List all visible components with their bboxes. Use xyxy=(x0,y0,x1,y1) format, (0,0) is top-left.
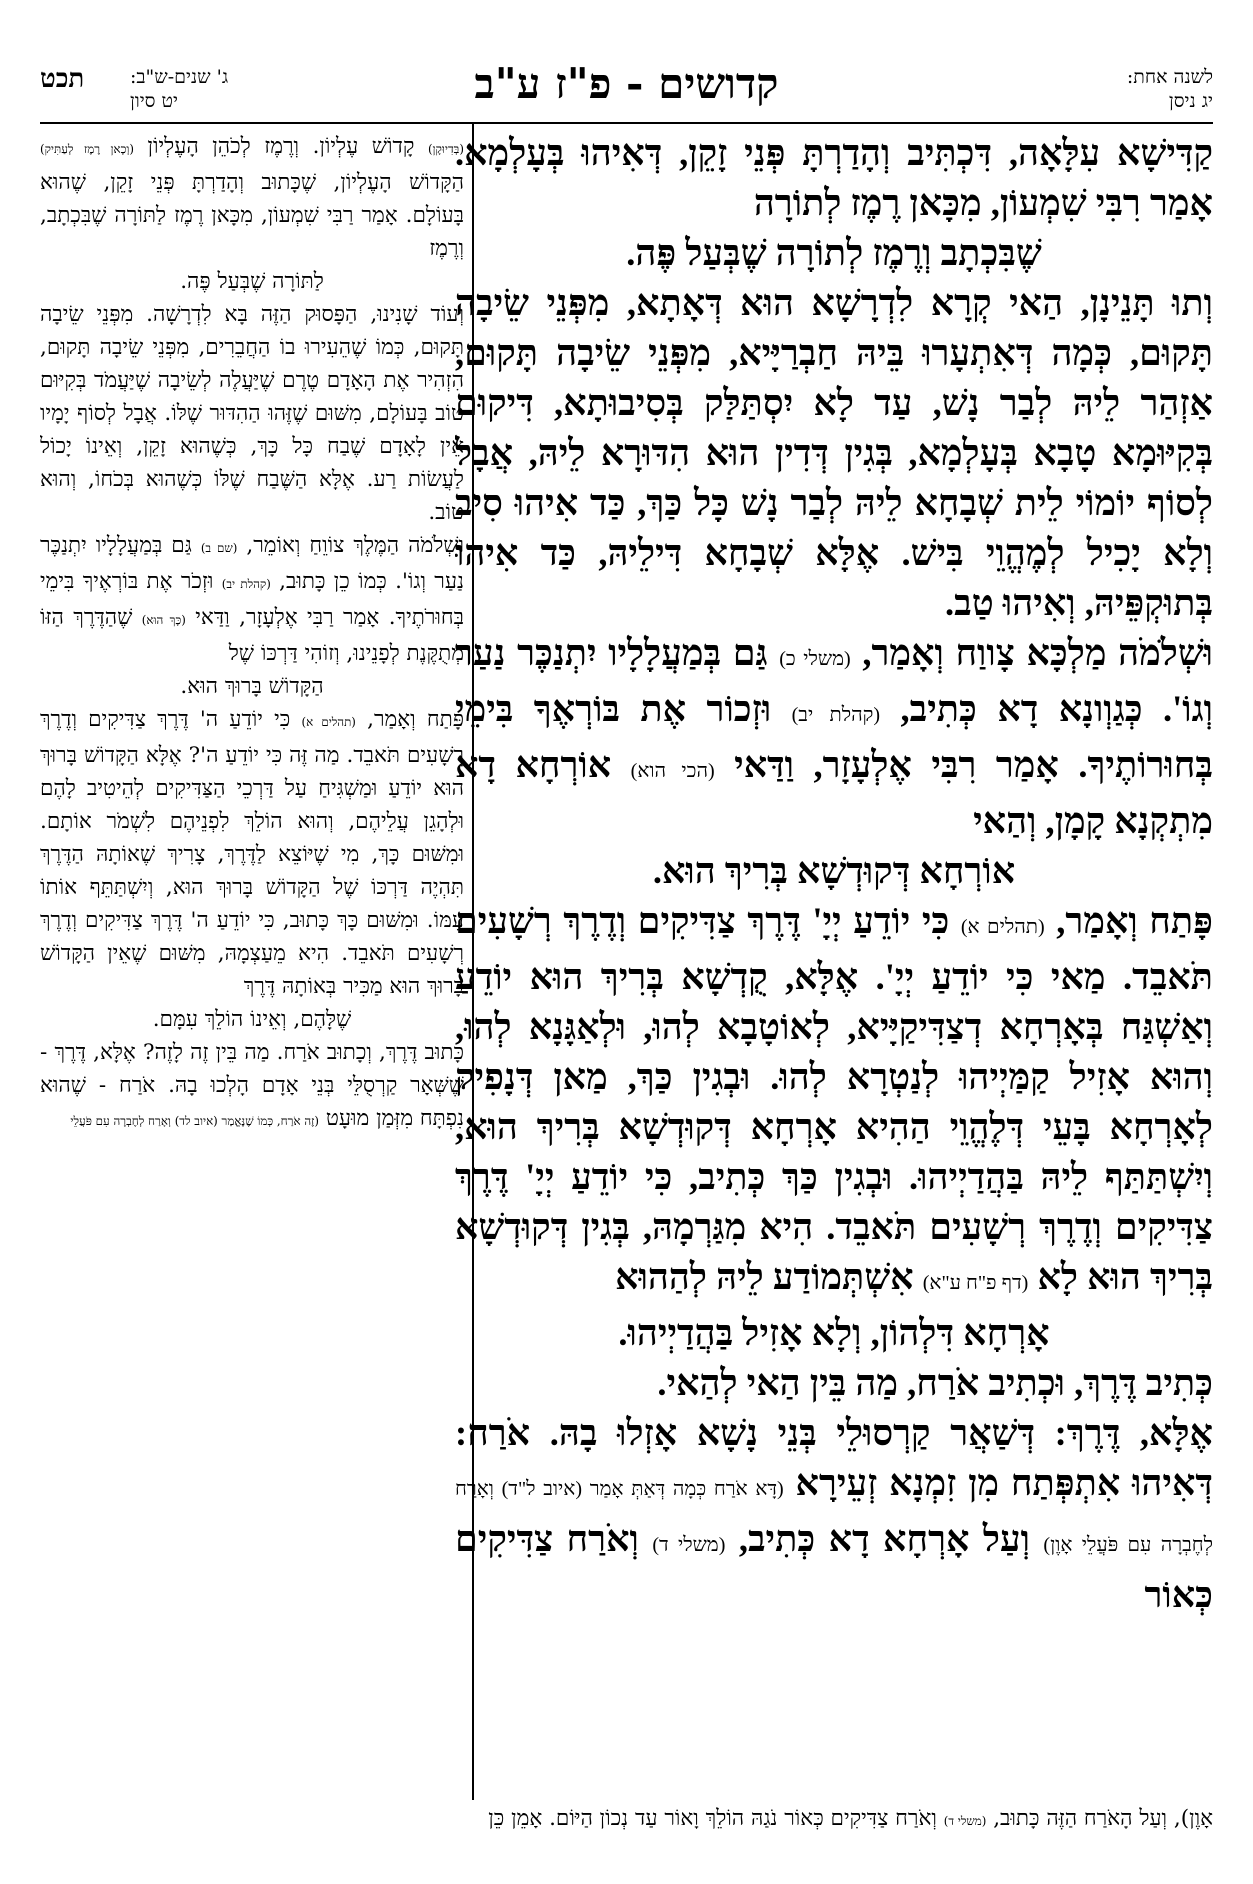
source-reference: (שם ב) xyxy=(200,541,238,555)
main-text-run: וְאֹרַח צַדִּיקִים כְּאוֹר xyxy=(455,1518,1213,1615)
main-paragraph xyxy=(455,1408,1213,1620)
header-rule xyxy=(40,122,1213,124)
commentary-run: קָדוֹשׁ עֶלְיוֹן. וְרֶמֶז לְכֹהֵן הָעֶלְיוֹן xyxy=(147,134,415,159)
commentary-paragraph: וְעוֹד שָׁנִינוּ, הַפָּסוּק הַזֶּה בָּא לִדְרָשָׁה. מִפְּנֵי שֵׂיבָה תָּקוּם, כְּמוֹ שֶׁהֵעִירוּ בוֹ הַחֲבֵרִים, מִפְּנֵי שֵׂיבָה תָּקוּם, הִזְהִיר אֶת הָאָדָם טֶרֶם שֶׁיַּעֲלֶה לְשֵׂיבָה שֶׁיַּעֲמֹד בְּקִיּוּם טוֹב בָּעוֹלָם, מִשּׁוּם שֶׁזֶּהוּ הַהִדּוּר שֶׁלּוֹ. אֲבָל לְסוֹף יָמָיו אֵין לָאָדָם שֶׁבַח כָּל כָּךְ, כְּשֶׁהוּא זָקֵן, וְאֵינוֹ יָכוֹל לַעֲשׂוֹת רַע. אֶלָּא הַשֶּׁבַח שֶׁלּוֹ כְּשֶׁהוּא בְּכֹחוֹ, וְהוּא טוֹב. xyxy=(40,302,464,525)
main-paragraph xyxy=(455,128,1213,228)
commentary-paragraph-end: הַקָּדוֹשׁ בָּרוּךְ הוּא. xyxy=(180,674,324,699)
commentary-column xyxy=(40,130,464,1800)
source-reference: (הכי הוא) xyxy=(630,760,715,782)
source-reference: (זֶה אֹרַח, כְּמוֹ שֶׁנֶּאֱמַר (איוב לד) וְאָרַח לְחֶבְרָה עִם פֹּעֲלֵי xyxy=(70,1114,320,1128)
source-reference: (משלי ד) xyxy=(652,1534,726,1556)
commentary-run: הַקָּדוֹשׁ הָעֶלְיוֹן, שֶׁכָּתוּב וְהָדַרְתָּ פְּנֵי זָקֵן, שֶׁהוּא בָּעוֹלָם. אָמַר רַבִּי שִׁמְעוֹן, מִכָּאן רֶמֶז לַתּוֹרָה שֶׁבִּכְתָב, וְרֶמֶז xyxy=(40,170,464,261)
main-text-column xyxy=(455,128,1213,1800)
commentary-run: גַּם בְּמַעֲלָלָיו יִתְנַכֶּר נַעַר וְגוֹ'. כְּמוֹ כֵן כָּתוּב, xyxy=(40,533,464,594)
source-reference: (דָּא אֹרַח כְּמָה דְּאַתְּ אָמַר (איוב ל"ד) וְאָרַח לְחֶבְרָה עִם פֹּעֲלֵי אָוֶן) xyxy=(455,1478,1213,1556)
main-text-run: קַדִּישָׁא עִלָּאָה, דִּכְתִּיב וְהָדַרְתָּ פְּנֵי זָקֵן, דְּאִיהוּ בְּעָלְמָא. אָמַר רִבִּי שִׁמְעוֹן, מִכָּאן רֶמֶז לְתוֹרָה xyxy=(455,132,1213,223)
source-reference: (בְּדִיוּקָן) xyxy=(427,142,464,156)
one-year-schedule-label: לשנה אחת: xyxy=(1126,66,1213,88)
commentary-run: אָוֶן), וְעַל הָאֹרַח הַזֶּה כָּתוּב, xyxy=(993,1806,1213,1831)
footer-continuation-line xyxy=(40,1802,1213,1838)
main-text-run: וּשְׁלֹמֹה מַלְכָּא צָווַח וְאָמַר, xyxy=(862,632,1213,673)
commentary-run: וְאֹרַח צַדִּיקִים כְּאוֹר נֹגַהּ הוֹלֵךְ וָאוֹר עַד נְכוֹן הַיּוֹם. אָמֵן כֵּן xyxy=(488,1806,937,1831)
commentary-paragraph-end: לַתּוֹרָה שֶׁבְּעַל פֶּה. xyxy=(180,269,324,294)
main-text-run: גַּם בְּמַעֲלָלָיו יִתְנַכֶּר נַעַר וְגוֹ'. כְּגַוְונָא דָא כְּתִיב, xyxy=(455,632,1213,729)
source-reference: (תהלים א) xyxy=(301,715,356,729)
source-reference: (דף פ"ח ע"א) xyxy=(922,1272,1029,1294)
commentary-run: וּזְכֹר אֶת בּוֹרְאֶיךָ בִּימֵי בְּחוּרֹתֶיךָ. אָמַר רַבִּי אֶלְעָזָר, וַדַּאי xyxy=(40,569,464,630)
main-paragraph: כְּתִיב דֶּרֶךְ, וּכְתִיב אֹרַח, מַה בֵּין הַאי לְהַאי. xyxy=(657,1362,1213,1403)
commentary-paragraph xyxy=(40,130,464,265)
commentary-run: פָּתַח וְאָמַר, xyxy=(367,707,464,732)
main-paragraph-end: אָרְחָא דִּלְהוֹן, וְלָא אָזִיל בַּהֲדַיְיהוּ. xyxy=(618,1312,1050,1353)
commentary-paragraph xyxy=(40,1036,464,1138)
commentary-paragraph xyxy=(40,703,464,1003)
three-year-schedule-label: ג' שנים-ש"ב: xyxy=(130,66,229,88)
main-text-run: כִּי יוֹדֵעַ יְיָ' דֶּרֶךְ צַדִּיקִים וְדֶרֶךְ רְשָׁעִים תֹּאבֵד. מַאי כִּי יוֹדֵעַ יְיָ'. אֶלָּא, קֻדְשָׁא בְּרִיךְ הוּא יוֹדֵעַ וְאַשְׁגַּח בְּאָרְחָא דְצַדִּיקַיָּיא, לְאוֹטָבָא לְהוּ, וּלְאַגָּנָא לְהוּ, וְהוּא אָזִיל קַמַּיְיהוּ לְנַטְרָא לְהוּ. וּבְגִין כַּךְ, מַאן דְּנָפִיק לְאָרְחָא בָּעֵי דְּלֶהֱוֵי הַהִיא אָרְחָא דְּקוּדְשָׁא בְּרִיךְ הוּא, וְיִשְׁתַּתַּף לֵיהּ בַּהֲדַיְיהוּ. וּבְגִין כַּךְ כְּתִיב, כִּי יוֹדֵעַ יְיָ' דֶּרֶךְ צַדִּיקִים וְדֶרֶךְ רְשָׁעִים תֹּאבֵד. הִיא מִגַּרְמָהּ, בְּגִין דְּקוּדְשָׁא בְּרִיךְ הוּא לָא xyxy=(455,900,1213,1297)
main-paragraph xyxy=(455,896,1213,1308)
main-text-run: אִשְׁתְּמוֹדַע לֵיהּ לְהַהוּא xyxy=(615,1256,914,1297)
source-reference: (כָּךְ הוּא) xyxy=(141,613,186,627)
commentary-run: כָּתוּב דֶּרֶךְ, וְכָתוּב אֹרַח. מַה בֵּין זֶה לָזֶה? אֶלָּא, דֶּרֶךְ - שֶׁשְּׁאָר קַרְסֻלֵּי בְּנֵי אָדָם הָלְכוּ בָהּ. אֹרַח - שֶׁהוּא נִפְתָּח מִזְּמַן מוּעָט xyxy=(40,1040,464,1131)
commentary-run: וּשְׁלֹמֹה הַמֶּלֶךְ צוֹוֵחַ וְאוֹמֵר, xyxy=(246,533,464,558)
three-year-schedule-date: יט סיון xyxy=(130,90,178,112)
page-title: קדושים - פ"ז ע"ב xyxy=(474,59,779,108)
main-text-run: פָּתַח וְאָמַר, xyxy=(1056,900,1213,941)
one-year-schedule-date: יג ניסן xyxy=(1168,90,1213,112)
main-paragraph-end: שֶׁבִּכְתָב וְרֶמֶז לְתוֹרָה שֶׁבְּעַל פֶּה. xyxy=(626,232,1042,273)
main-text-run: אֶלָּא, דֶּרֶךְ: דְּשַׁאֲר קַרְסוּלֵי בְּנֵי נָשָׁא אָזְלוּ בָהּ. אֹרַח: דְּאִיהוּ אִתְפְּתַח מִן זִמְנָא זְעֵירָא xyxy=(455,1412,1213,1503)
source-reference: (משלי ד) xyxy=(943,1814,987,1828)
page-number: תכט xyxy=(40,64,85,94)
main-text-run: וּזְכוֹר אֶת בּוֹרְאֶךָ בִּימֵי בְּחוּרוֹתֶיךָ. אָמַר רִבִּי אֶלְעָזָר, וַדַּאי xyxy=(455,688,1213,785)
main-paragraph: וְתוּ תָּנֵינָן, הַאי קְרָא לִדְרָשָׁא הוּא דְּאָתָא, מִפְּנֵי שֵׂיבָה תָּקוּם, כְּמָה דְּאִתְעָרוּ בֵּיהּ חַבְרַיָּיא, מִפְּנֵי שֵׂיבָה תָּקוּם, אַזְהַר לֵיהּ לְבַר נָשׁ, עַד לָא יִסְתַּלַּק בְּסִיבוּתָא, דִּיקוּם בְּקִיּוּמָא טָבָא בְּעָלְמָא, בְּגִין דְּדִין הוּא הִדּוּרָא לֵיהּ, אֲבָל לְסוֹף יוֹמוֹי לֵית שְׁבָחָא לֵיהּ לְבַר נָשׁ כָּל כַּךְ, כַּד אִיהוּ סִיב וְלָא יָכִיל לְמֶהֱוֵי בִּישׁ. אֶלָּא שְׁבָחָא דִּילֵיהּ, כַּד אִיהוּ בְּתוּקְפֵּיהּ, וְאִיהוּ טַב. xyxy=(455,282,1213,623)
source-reference: (וְכָאן רֶמֶז לְעַתִּיק) xyxy=(40,142,134,156)
commentary-run: כִּי יוֹדֵעַ ה' דֶּרֶךְ צַדִּיקִים וְדֶרֶךְ רְשָׁעִים תֹּאבֵד. מַה זֶּה כִּי יוֹדֵעַ ה'? אֶלָּא הַקָּדוֹשׁ בָּרוּךְ הוּא יוֹדֵעַ וּמַשְׁגִּיחַ עַל דַּרְכֵי הַצַּדִּיקִים לְהֵיטִיב לָהֶם וּלְהָגֵן עֲלֵיהֶם, וְהוּא הוֹלֵךְ לִפְנֵיהֶם לִשְׁמֹר אוֹתָם. וּמִשּׁוּם כָּךְ, מִי שֶׁיּוֹצֵא לַדֶּרֶךְ, צָרִיךְ שֶׁאוֹתָהּ הַדֶּרֶךְ תִּהְיֶה דַּרְכּוֹ שֶׁל הַקָּדוֹשׁ בָּרוּךְ הוּא, וְיִשְׁתַּתֵּף אוֹתוֹ עִמּוֹ. וּמִשּׁוּם כָּךְ כָּתוּב, כִּי יוֹדֵעַ ה' דֶּרֶךְ צַדִּיקִים וְדֶרֶךְ רְשָׁעִים תֹּאבֵד. הִיא מֵעַצְמָהּ, מִשּׁוּם שֶׁאֵין הַקָּדוֹשׁ בָּרוּךְ הוּא מַכִּיר בְּאוֹתָהּ דֶּרֶךְ xyxy=(40,707,464,999)
main-text-run: וְעַל אָרְחָא דָא כְּתִיב, xyxy=(738,1518,1030,1559)
commentary-paragraph-end: שֶׁלָּהֶם, וְאֵינוֹ הוֹלֵךְ עִמָּם. xyxy=(152,1007,352,1032)
source-reference: (קהלת יב) xyxy=(221,577,271,591)
source-reference: (תהלים א) xyxy=(960,916,1045,938)
source-reference: (קהלת יב) xyxy=(791,704,881,726)
source-reference: (משלי כ) xyxy=(779,648,851,670)
commentary-run: שֶׁהַדֶּרֶךְ הַזּוֹ מְתֻקֶּנֶת לְפָנֵינוּ, וְזוֹהִי דַּרְכּוֹ שֶׁל xyxy=(40,605,464,666)
commentary-paragraph xyxy=(40,529,464,670)
main-paragraph xyxy=(455,628,1213,846)
page-header xyxy=(40,58,1213,118)
main-text-run: אוֹרְחָא דָא מִתְקְנָא קָמָן, וְהַאי xyxy=(455,744,1213,841)
main-paragraph-end: אוֹרְחָא דְּקוּדְשָׁא בְּרִיךְ הוּא. xyxy=(652,850,1016,891)
